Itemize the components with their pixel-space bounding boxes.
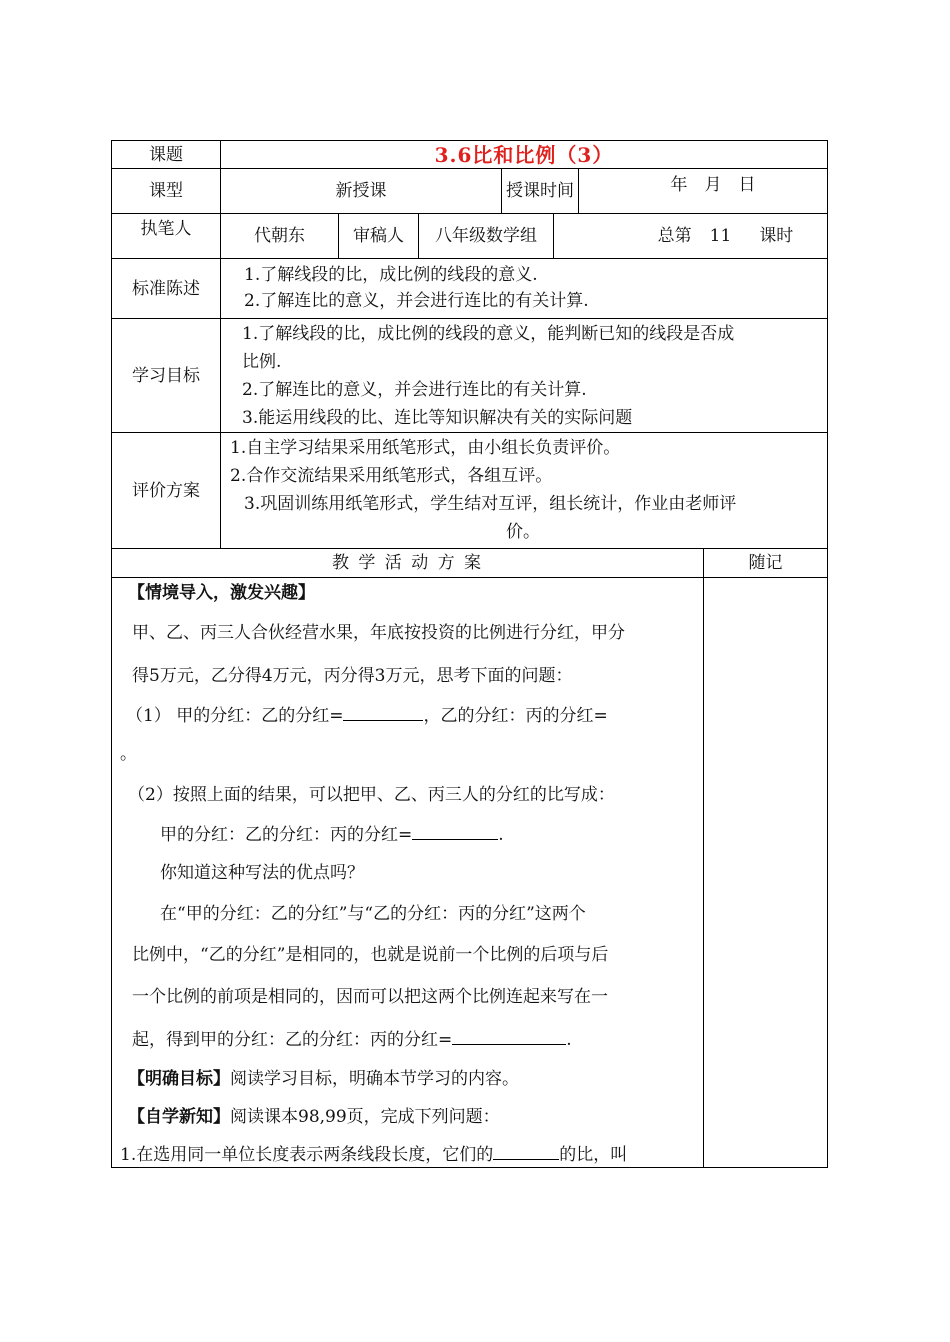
goals-label: 学习目标 xyxy=(132,365,200,386)
reviewer-value: 八年级数学组 xyxy=(435,226,537,246)
clear-goals-title: 【明确目标】 xyxy=(128,1069,230,1089)
question-1-end: 。 xyxy=(120,744,137,764)
lesson-title: 3.6比和比例（3） xyxy=(434,142,614,167)
item-1 xyxy=(120,1143,627,1166)
standards-content xyxy=(244,262,824,314)
reviewer-label: 审稿人 xyxy=(353,226,404,246)
question-1 xyxy=(126,704,608,727)
evaluation-line: 3.巩固训练用纸笔形式，学生结对互评，组长统计，作业由老师评 xyxy=(244,494,737,514)
standards-line: 1.了解线段的比，成比例的线段的意义. xyxy=(244,265,538,285)
goals-content xyxy=(242,320,824,432)
lesson-type-value: 新授课 xyxy=(335,181,387,201)
self-study xyxy=(128,1106,500,1128)
explanation-text: 起，得到甲的分红：乙的分红：丙的分红= xyxy=(132,1030,453,1050)
total-value: 11 xyxy=(709,226,732,246)
clear-goals xyxy=(128,1068,519,1090)
total-prefix: 总第 xyxy=(657,226,692,246)
question-1-part-b: ，乙的分红：丙的分红= xyxy=(423,706,608,726)
question-2-ask: 你知道这种写法的优点吗？ xyxy=(160,863,364,883)
question-2-text: 甲的分红：乙的分红：丙的分红= xyxy=(160,825,413,845)
goals-line: 1.了解线段的比，成比例的线段的意义，能判断已知的线段是否成 xyxy=(242,324,735,344)
explanation-line: 在“甲的分红：乙的分红”与“乙的分红：丙的分红”这两个 xyxy=(160,904,586,924)
class-time-label: 授课时间 xyxy=(506,181,574,201)
question-1-part-a: （1） 甲的分红：乙的分红= xyxy=(126,706,344,726)
topic-label: 课题 xyxy=(149,144,183,165)
intro-paragraph-line: 甲、乙、丙三人合伙经营水果，年底按投资的比例进行分红，甲分 xyxy=(132,623,625,643)
evaluation-line: 1.自主学习结果采用纸笔形式，由小组长负责评价。 xyxy=(230,438,621,458)
activity-header: 教 学 活 动 方 案 xyxy=(331,553,484,573)
self-study-text: 阅读课本98,99页，完成下列问题： xyxy=(230,1107,500,1127)
self-study-title: 【自学新知】 xyxy=(128,1107,230,1127)
evaluation-line: 价。 xyxy=(506,522,540,542)
answer-blank[interactable] xyxy=(452,1028,566,1045)
goals-line: 比例. xyxy=(242,352,282,372)
section-intro-title: 【情境导入，激发兴趣】 xyxy=(128,583,315,603)
class-time-value: 年 月 日 xyxy=(670,175,756,195)
evaluation-line: 2.合作交流结果采用纸笔形式，各组互评。 xyxy=(230,466,553,486)
notes-column[interactable] xyxy=(704,578,827,1167)
question-2-line xyxy=(160,823,504,846)
explanation-line: 比例中，“乙的分红”是相同的，也就是说前一个比例的后项与后 xyxy=(132,945,609,965)
item-1-text-b: 的比，叫 xyxy=(559,1145,628,1165)
lesson-type-label: 课型 xyxy=(149,181,183,201)
explanation-line-final xyxy=(132,1028,572,1051)
evaluation-label: 评价方案 xyxy=(132,480,200,501)
evaluation-content xyxy=(230,434,824,546)
answer-blank[interactable] xyxy=(412,823,498,840)
question-2-end: . xyxy=(498,825,504,845)
standards-label: 标准陈述 xyxy=(132,278,200,299)
author-value: 代朝东 xyxy=(254,226,305,246)
goals-line: 3.能运用线段的比、连比等知识解决有关的实际问题 xyxy=(242,408,633,428)
clear-goals-text: 阅读学习目标，明确本节学习的内容。 xyxy=(230,1069,519,1089)
activity-body xyxy=(114,578,702,1166)
total-suffix: 课时 xyxy=(759,226,794,246)
author-label: 执笔人 xyxy=(140,219,192,239)
question-2: （2）按照上面的结果，可以把甲、乙、丙三人的分红的比写成： xyxy=(128,785,615,805)
goals-line: 2.了解连比的意义，并会进行连比的有关计算. xyxy=(242,380,587,400)
standards-line: 2.了解连比的意义，并会进行连比的有关计算. xyxy=(244,291,589,311)
explanation-end: . xyxy=(566,1030,572,1050)
answer-blank[interactable] xyxy=(343,704,423,721)
notes-header: 随记 xyxy=(748,553,783,573)
item-1-text-a: 1.在选用同一单位长度表示两条线段长度，它们的 xyxy=(120,1145,494,1165)
total-lessons xyxy=(554,214,827,258)
intro-paragraph-line: 得5万元，乙分得4万元，丙分得3万元，思考下面的问题： xyxy=(132,666,573,686)
answer-blank[interactable] xyxy=(493,1143,559,1160)
explanation-line: 一个比例的前项是相同的，因而可以把这两个比例连起来写在一 xyxy=(132,987,608,1007)
